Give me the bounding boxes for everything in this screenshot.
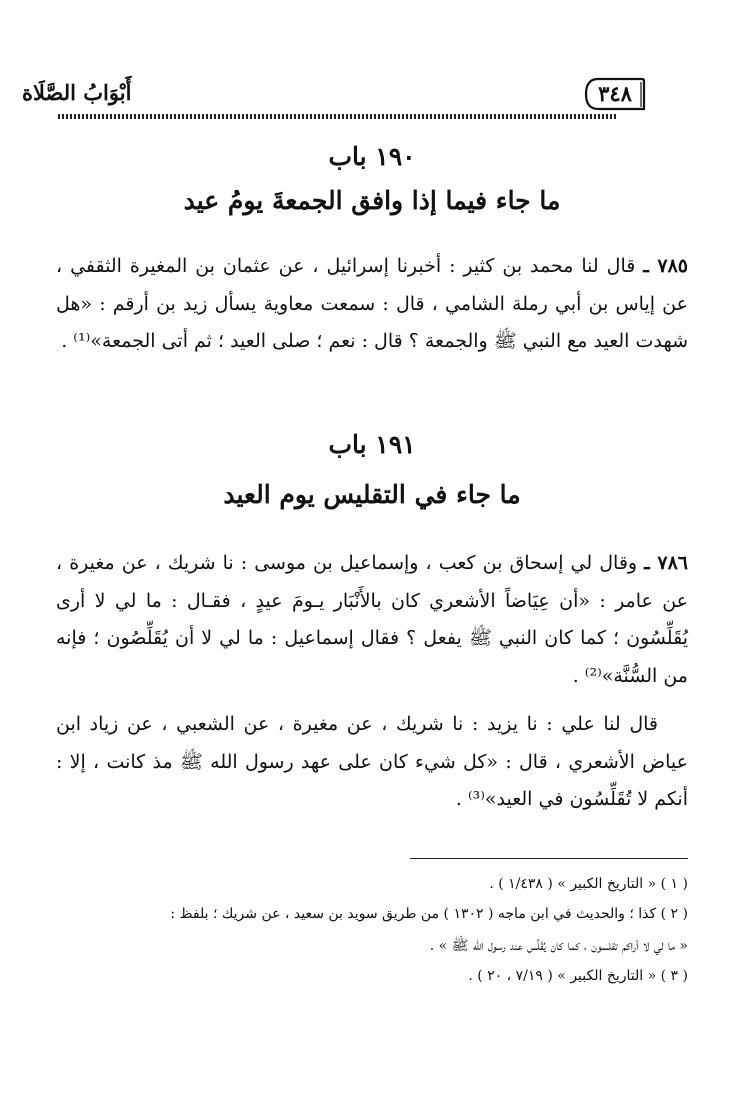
footnote: ( ٢ ) كذا ؛ والحديث في ابن ماجه ( ١٣٠٢ ) من طريق سويد بن سعيد ، عن شريك ؛ بلفظ : [170, 906, 688, 922]
hadith-paragraph [56, 545, 688, 695]
running-header-title: أَبْوَابُ الصَّلَاة [22, 80, 132, 105]
footnote: ( ٣ ) « التاريخ الكبير » ( ٧/١٩ ، ٢٠ ) . [468, 968, 688, 984]
footnote-rule [410, 858, 688, 859]
chapter-title: ما جاء في التقليس يوم العيد [223, 480, 521, 509]
hadith-text: وقال لي إسحاق بن كعب ، وإسماعيل بن موسى : نا شريك ، عن مغيرة ، عن عامر : «أن عِيَاضاً الأشعري كان بالأَنْبَار يـومَ عيدٍ ، فقـال : ما لي لا أرى يُقَلِّسُون ؛ كما كان النبي ﷺ يفعل ؟ فقال إسماعيل : ما لي لا أن يُقَلِّصُون ؛ فإنه من السُّنَّة»⁽²⁾ . [56, 552, 688, 687]
chapter-title: ما جاء فيما إذا وافق الجمعةَ يومُ عيد [183, 186, 561, 215]
page-number: ٣٤٨ [598, 81, 632, 106]
hadith-paragraph [56, 706, 688, 819]
header-rule [58, 114, 618, 119]
hadith-text: قال لنا محمد بن كثير : أخبرنا إسرائيل ، عن عثمان بن المغيرة الثقفي ، عن إياس بن أبي رملة الشامي ، قال : سمعت معاوية يسأل زيد بن أرقم : «هل شهدت العيد مع النبي ﷺ والجمعة ؟ قال : نعم ؛ صلى العيد ؛ ثم أتى الجمعة»⁽¹⁾ . [56, 255, 688, 352]
chapter-number: ١٩٠ باب [328, 142, 416, 171]
hadith-paragraph [56, 248, 688, 361]
footnote: « ما لي لا أراكم تقلسون ، كما كان يُقَلَّس عند رسول الله ﷺ » . [429, 938, 688, 954]
footnote: ( ١ ) « التاريخ الكبير » ( ١/٤٣٨ ) . [489, 876, 688, 892]
hadith-number: ٧٨٦ ـ [644, 552, 688, 574]
hadith-text: قال لنا علي : نا يزيد : نا شريك ، عن مغيرة ، عن الشعبي ، عن زياد ابن عياض الأشعري ، قال : «كل شيء كان على عهد رسول الله ﷺ مذ كانت ، إلا : أنكم لا تُقَلِّسُون في العيد»⁽³⁾ . [56, 713, 688, 810]
hadith-number: ٧٨٥ ـ [643, 255, 688, 277]
page-number-badge [584, 77, 646, 111]
chapter-number: ١٩١ باب [328, 430, 416, 459]
